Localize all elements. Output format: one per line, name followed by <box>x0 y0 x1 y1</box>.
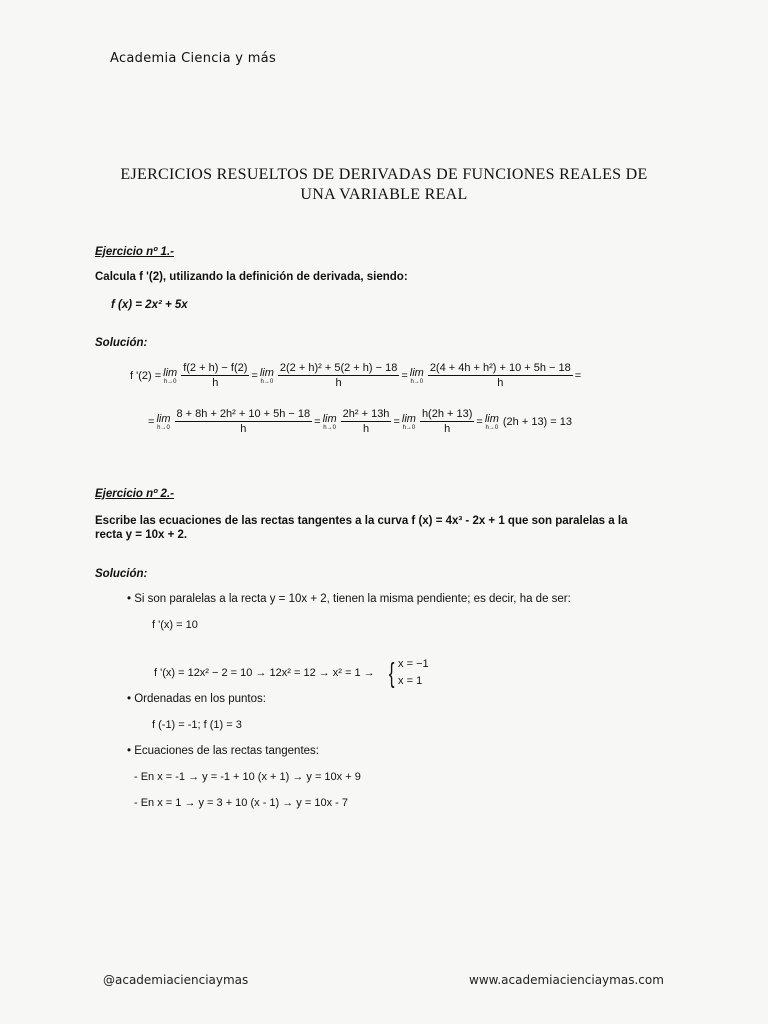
bullet-parallel: • Si son paralelas a la recta y = 10x + 2, tienen la misma pendiente; es decir, ha de ser: <box>127 593 571 605</box>
final-result: (2h + 13) = 13 <box>502 415 572 428</box>
exercise-1-solution-label: Solución: <box>95 337 148 349</box>
fraction: $\frac{\text{8 + 8h + 2h² + 10 + 5h − 18}}{h}$ <box>176 408 311 435</box>
footer-website: www.academiacienciaymas.com <box>469 973 664 987</box>
exercise-2-statement-line2: recta y = 10x + 2. <box>95 529 188 541</box>
ordinates-values: f (-1) = -1; f (1) = 3 <box>152 719 242 731</box>
footer-social-handle: @academiacienciaymas <box>103 973 249 987</box>
roots: x = −1 x = 1 <box>398 658 429 687</box>
brace: { <box>388 657 395 688</box>
fraction: $\frac{f(2 + h) - f(2)}{h}$ <box>183 362 248 389</box>
derivative-solve-line: f '(x) = 12x² − 2 = 10 → 12x² = 12 → x² = 1 → { x = −1 x = 1 <box>154 657 429 688</box>
exercise-1-equation-line-2: = lim h→0 $\frac{\text{8 + 8h + 2h² + 10 + 5h − 18}}{h}$ = lim h→0 $\frac{\text{2h² + 13h}}{h}$ = lim h→0 $\frac{h(2h + 13)}{h}$ = lim h→0 (2h + 13) = 13 <box>148 408 572 435</box>
limit: lim h→0 <box>484 412 499 431</box>
exercise-2-heading: Ejercicio nº 2.- <box>95 488 174 500</box>
fraction: $\frac{\text{2(4 + 4h + h²) + 10 + 5h − 18}}{h}$ <box>429 362 571 389</box>
derivative-lhs: f '(2) = <box>130 369 162 382</box>
exercise-1-heading: Ejercicio nº 1.- <box>95 246 174 258</box>
limit: lim h→0 <box>163 366 178 385</box>
bullet-ordinates: • Ordenadas en los puntos: <box>127 693 266 705</box>
fraction: $\frac{\text{2(2 + h)² + 5(2 + h) − 18}}{h}$ <box>279 362 398 389</box>
exercise-1-statement: Calcula f '(2), utilizando la definición de derivada, siendo: <box>95 271 408 283</box>
page-title-line2: UNA VARIABLE REAL <box>300 186 468 203</box>
fraction: $\frac{\text{2h² + 13h}}{h}$ <box>342 408 390 435</box>
tangent-equation-1: - En x = -1 → y = -1 + 10 (x + 1) → y = 10x + 9 <box>134 771 361 783</box>
limit: lim h→0 <box>259 366 274 385</box>
page-title-line1: EJERCICIOS RESUELTOS DE DERIVADAS DE FUNCIONES REALES DE <box>120 166 648 183</box>
tangent-equation-2: - En x = 1 → y = 3 + 10 (x - 1) → y = 10x - 7 <box>134 797 348 809</box>
exercise-2-statement-line1: Escribe las ecuaciones de las rectas tangentes a la curva f (x) = 4x³ - 2x + 1 que son paralelas a la <box>95 515 628 527</box>
academy-header: Academia Ciencia y más <box>110 51 277 66</box>
exercise-1-function: f (x) = 2x² + 5x <box>111 299 188 311</box>
limit: lim h→0 <box>322 412 337 431</box>
derivative-equation: f '(x) = 10 <box>152 619 198 631</box>
limit: lim h→0 <box>409 366 424 385</box>
limit: lim h→0 <box>156 412 171 431</box>
exercise-1-equation-line-1: f '(2) = lim h→0 $\frac{f(2 + h) - f(2)}{h}$ = lim h→0 $\frac{\text{2(2 + h)² + 5(2 + h) − 18}}{h}$ = lim h→0 $\frac{\text{2(4 + 4h + h²) + 10 + 5h − 18}}{h}$ = <box>130 362 582 389</box>
fraction: $\frac{h(2h + 13)}{h}$ <box>421 408 473 435</box>
bullet-tangent-equations: • Ecuaciones de las rectas tangentes: <box>127 745 319 757</box>
limit: lim h→0 <box>401 412 416 431</box>
exercise-2-solution-label: Solución: <box>95 568 148 580</box>
